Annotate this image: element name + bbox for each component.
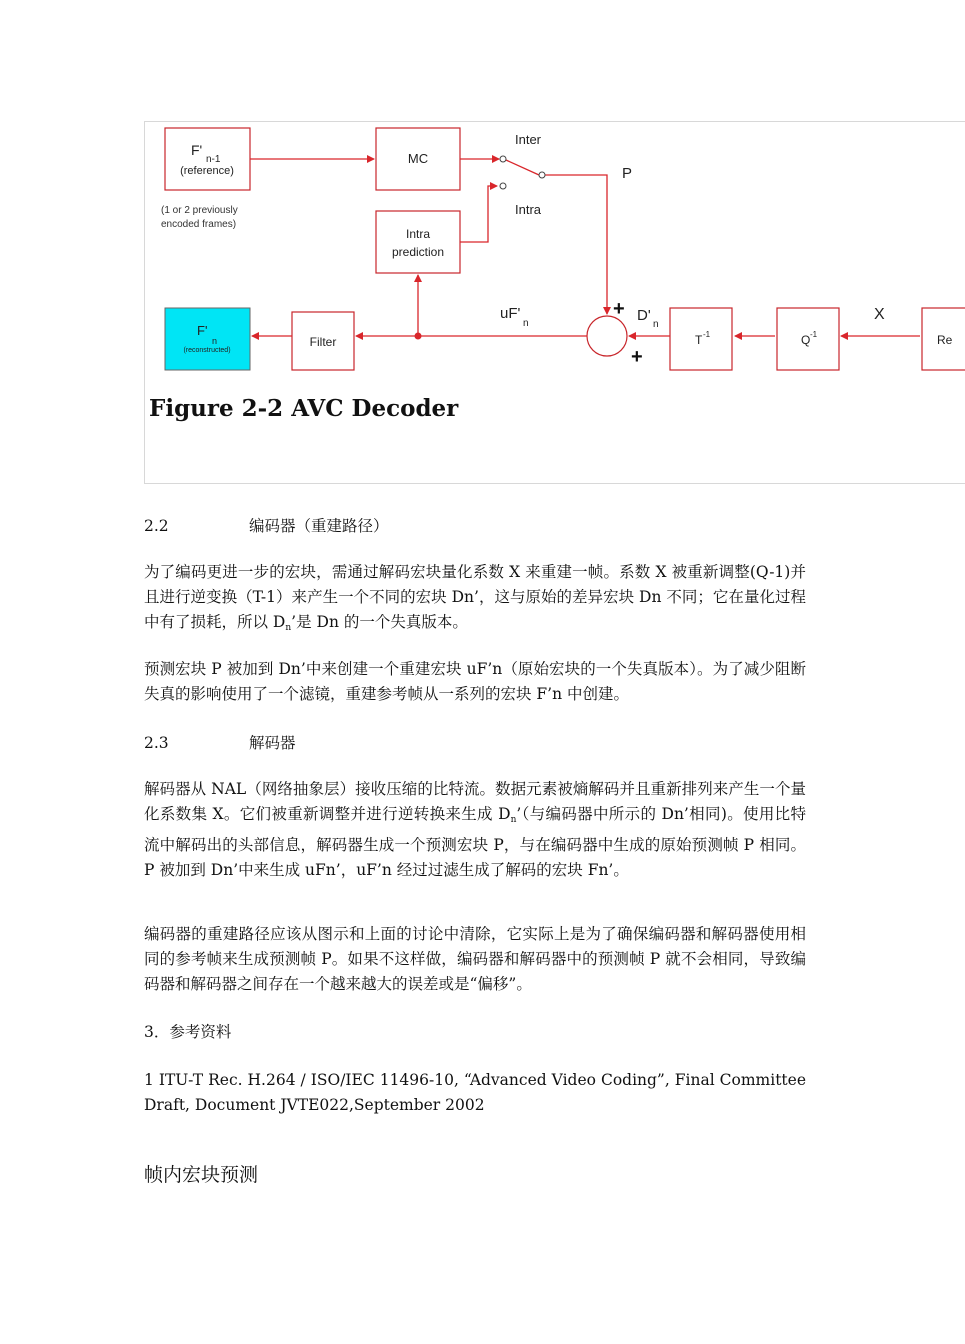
q-inv-main: Q (801, 333, 811, 347)
section-2-2-heading (144, 514, 389, 536)
section-2-3-heading (144, 731, 296, 753)
intra-pred-line-1: Intra (405, 227, 431, 241)
ref-main: F' (191, 142, 203, 158)
decoder-figure (144, 121, 965, 484)
switch-contact-intra (500, 183, 506, 189)
section-title: 编码器（重建路径） (249, 517, 389, 535)
wire-intra-to-switch (460, 186, 497, 242)
reconstructed-frame-block (165, 308, 250, 370)
dn-sub: n (653, 319, 659, 330)
reference-frame-block (165, 128, 250, 190)
switch-blade (506, 160, 539, 175)
wire-switch-to-sum (545, 175, 607, 314)
ref-sub: n-1 (206, 154, 221, 165)
inverse-quant-block (777, 308, 839, 370)
recon-main: F' (197, 323, 208, 338)
reference-1: 1 ITU-T Rec. H.264 / ISO/IEC 11496-10, “Advanced Video Coding”, Final Committee Draft, Document JVTE022,September 2002 (144, 1071, 806, 1114)
paragraph-4: 编码器的重建路径应该从图示和上面的讨论中清除，它实际上是为了确保编码器和解码器使用相同的参考帧来生成预测帧 P。如果不这样做，编码器和解码器中的预测帧 P 就不会相同，导致编码器和解码器之间存在一个越来越大的误差或是“偏移”。 (144, 925, 806, 993)
uf-main: uF' (500, 305, 521, 322)
dn-main: D' (637, 307, 651, 324)
section-number: 2.2 (144, 517, 169, 535)
switch-pivot (539, 172, 545, 178)
filter-label: Filter (309, 335, 337, 349)
intra-prediction-block (376, 211, 460, 273)
section-number: 2.3 (144, 734, 169, 752)
switch-intra-label: Intra (515, 202, 542, 217)
ref-note: (reference) (180, 165, 234, 177)
paragraph-1: 为了编码更进一步的宏块，需通过解码宏块量化系数 X 来重建一帧。系数 X 被重新调整(Q-1)并且进行逆变换（T-1）来产生一个不同的宏块 Dn’，这与原始的差异宏块 Dn 不同；它在量化过程中有了损耗，所以 $D_n$’是 Dn 的一个失真版本。 (144, 563, 806, 633)
mc-block (376, 128, 460, 190)
plus-bottom: + (631, 346, 643, 368)
decoder-diagram (145, 122, 965, 483)
sum-junction (587, 316, 627, 356)
reorder-label: Re (937, 333, 953, 347)
figure-caption: Figure 2-2 AVC Decoder (149, 395, 459, 422)
q-inv-sup: -1 (810, 330, 818, 339)
t-inv-main: T (695, 333, 703, 347)
recon-sub: n (212, 336, 218, 346)
filter-block (292, 312, 354, 370)
ref-note-line-2: encoded frames) (161, 219, 237, 230)
recon-note: (reconstructed) (183, 347, 231, 354)
t-inv-sup: -1 (703, 330, 711, 339)
intra-pred-line-2: prediction (391, 245, 445, 259)
switch-inter-label: Inter (515, 132, 542, 147)
switch-contact-inter (500, 156, 506, 162)
mc-label: MC (407, 151, 429, 166)
inverse-transform-block (670, 308, 732, 370)
paragraph-3: 解码器从 NAL（网络抽象层）接收压缩的比特流。数据元素被熵解码并且重新排列来产生一个量化系数集 X。它们被重新调整并进行逆转换来生成 $D_n$’（与编码器中所示的 Dn’相同)。使用比特流中解码出的头部信息，解码器生成一个预测宏块 P，与在编码器中生成的原始预测帧 P 相同。P 被加到 Dn’中来生成 uFn’，uF’n 经过过滤生成了解码的宏块 Fn’。 (144, 780, 806, 879)
section-title: 解码器 (249, 734, 296, 752)
plus-top: + (613, 298, 625, 320)
section-3-heading: 3．参考资料 (144, 1023, 232, 1041)
paragraph-2: 预测宏块 P 被加到 Dn’中来创建一个重建宏块 uF’n（原始宏块的一个失真版本）。为了减少阻断失真的影响使用了一个滤镜，重建参考帧从一系列的宏块 F’n 中创建。 (144, 660, 806, 703)
ref-note-line-1: (1 or 2 previously (161, 205, 238, 216)
p-label: P (622, 165, 633, 182)
uf-sub: n (523, 318, 529, 329)
intra-prediction-heading: 帧内宏块预测 (144, 1164, 259, 1186)
branch-node (415, 333, 422, 340)
reorder-block (922, 308, 965, 370)
x-label: X (874, 306, 885, 323)
